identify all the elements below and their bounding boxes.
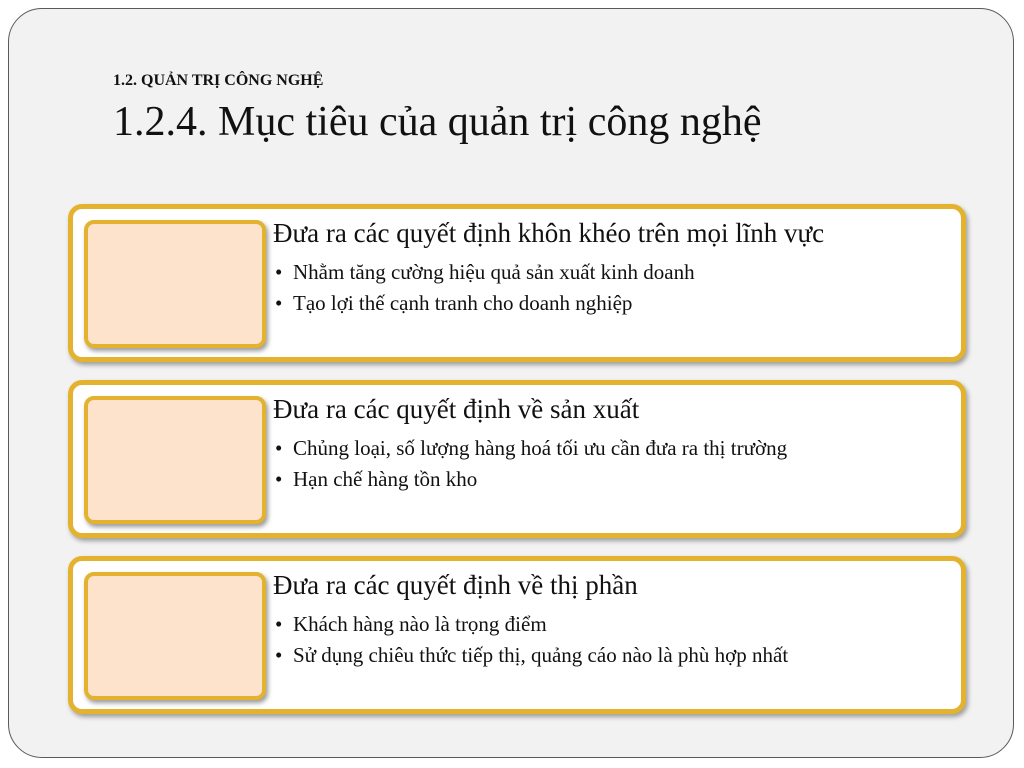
card-tab-3 bbox=[84, 572, 266, 700]
objective-card-1 bbox=[68, 204, 966, 362]
bullet-item: • Sử dụng chiêu thức tiếp thị, quảng cáo nào là phù hợp nhất bbox=[273, 640, 951, 671]
card-heading: Đưa ra các quyết định về thị phần bbox=[273, 570, 638, 600]
card-body-2 bbox=[273, 393, 951, 495]
card-body-1 bbox=[273, 217, 951, 319]
card-body-3 bbox=[273, 569, 951, 671]
bullet-item: • Chủng loại, số lượng hàng hoá tối ưu cần đưa ra thị trường bbox=[273, 433, 951, 464]
card-heading: Đưa ra các quyết định về sản xuất bbox=[273, 394, 640, 424]
bullet-list bbox=[273, 257, 951, 319]
card-tab-1 bbox=[84, 220, 266, 348]
card-heading: Đưa ra các quyết định khôn khéo trên mọi lĩnh vực bbox=[273, 218, 825, 248]
bullet-list bbox=[273, 433, 951, 495]
bullet-item: • Nhằm tăng cường hiệu quả sản xuất kinh doanh bbox=[273, 257, 951, 288]
slide-title: 1.2.4. Mục tiêu của quản trị công nghệ bbox=[113, 99, 762, 145]
bullet-item: • Khách hàng nào là trọng điểm bbox=[273, 609, 951, 640]
objective-card-2 bbox=[68, 380, 966, 538]
bullet-item: • Hạn chế hàng tồn kho bbox=[273, 464, 951, 495]
bullet-item: • Tạo lợi thế cạnh tranh cho doanh nghiệp bbox=[273, 288, 951, 319]
section-label: 1.2. QUẢN TRỊ CÔNG NGHỆ bbox=[113, 72, 324, 89]
bullet-list bbox=[273, 609, 951, 671]
card-tab-2 bbox=[84, 396, 266, 524]
objective-card-3 bbox=[68, 556, 966, 714]
